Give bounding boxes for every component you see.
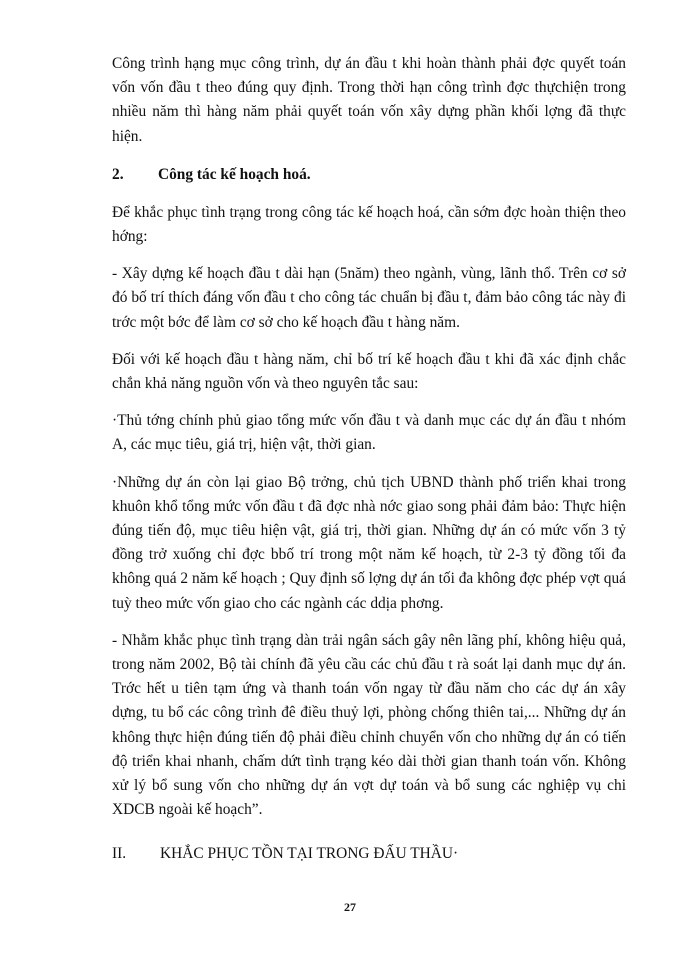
paragraph-remaining-projects: ·Những dự án còn lại giao Bộ trởng, chủ tịch UBND thành phố triển khai trong khuôn khổ tổng mức vốn đầu t đã đợc nhà nớc giao song phải đảm bảo: Thực hiện đúng tiến độ, mục tiêu hiện vật, giá trị, thời gian. Những dự án có mức vốn 3 tỷ đồng trở xuống chỉ đợc bbố trí trong một năm kế hoạch, từ 2-3 tỷ đồng tối đa không quá 2 năm kế hoạch ; Quy định số lợng dự án tối đa không đợc phép vợt quá tuỳ theo mức vốn giao cho các ngành các ddịa phơng. — [112, 473, 626, 612]
paragraph-annual-plan: Đối với kế hoạch đầu t hàng năm, chỉ bố trí kế hoạch đầu t khi đã xác định chắc chắn khả năng nguồn vốn và theo nguyên tắc sau: — [112, 350, 626, 393]
section-number: II. — [112, 845, 127, 863]
heading-planning — [112, 163, 626, 187]
heading-number: 2. — [112, 165, 124, 183]
page-number: 27 — [344, 900, 356, 914]
paragraph-settlement: Công trình hạng mục công trình, dự án đầu t khi hoàn thành phải đợc quyết toán vốn vốn đầu t theo đúng quy định. Trong thời hạn công trình đợc thựchiện trong nhiều năm thì hàng năm phải quyết toán vốn xây dựng phần khối lợng đã thực hiện. — [112, 55, 626, 145]
section-heading-bidding — [112, 842, 626, 866]
paragraph-long-term-plan: - Xây dựng kế hoạch đầu t dài hạn (5năm) theo ngành, vùng, lãnh thổ. Trên cơ sở đó bố trí thích đáng vốn đầu t cho công tác chuẩn bị đầu t, đảm bảo công tác này đi trớc một bớc để làm cơ sở cho kế hoạch đầu t hàng năm. — [112, 265, 626, 331]
paragraph-budget-spread: - Nhằm khắc phục tình trạng dàn trải ngân sách gây nên lãng phí, không hiệu quả, trong năm 2002, Bộ tài chính đã yêu cầu các chủ đầu t rà soát lại danh mục dự án. Trớc hết u tiên tạm ứng và thanh toán vốn ngay từ đầu năm cho các dự án xây dựng, tu bổ các công trình đê điều thuỷ lợi, phòng chống thiên tai,... Những dự án không thực hiện đúng tiến độ phải điều chỉnh chuyển vốn cho những dự án có tiến độ triển khai nhanh, chấm dứt tình trạng kéo dài thời gian thanh toán vốn. Không xử lý bổ sung vốn cho những dự án vợt dự toán và bổ sung các nghiệp vụ chi XDCB ngoài kế hoạch”. — [112, 631, 626, 819]
section-title: KHẮC PHỤC TỒN TẠI TRONG ĐẤU THẦU· — [160, 845, 459, 863]
document-page — [112, 52, 626, 866]
paragraph-intro: Để khắc phục tình trạng trong công tác kế hoạch hoá, cần sớm đợc hoàn thiện theo hớng: — [112, 203, 626, 246]
heading-title: Công tác kế hoạch hoá. — [158, 165, 311, 183]
paragraph-prime-minister: ·Thủ tớng chính phủ giao tổng mức vốn đầu t và danh mục các dự án đầu t nhóm A, các mục tiêu, giá trị, hiện vật, thời gian. — [112, 412, 626, 454]
